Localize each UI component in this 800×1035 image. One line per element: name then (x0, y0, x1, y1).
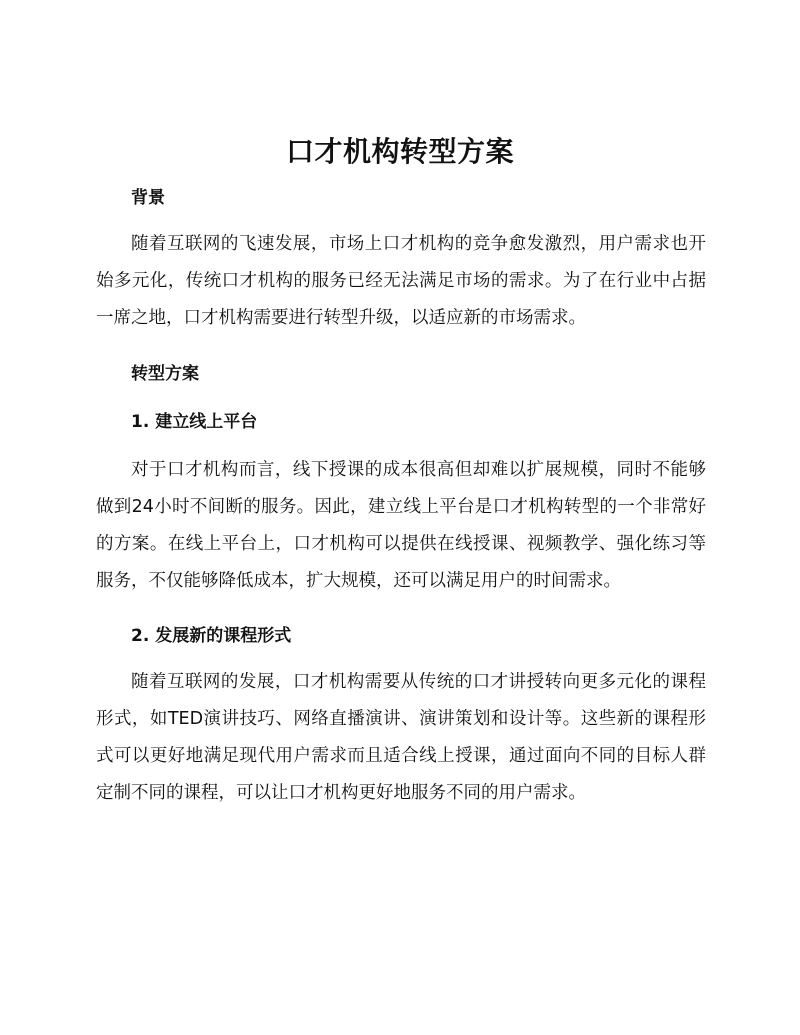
document-title: 口才机构转型方案 (285, 135, 514, 168)
paragraph-new-course-formats: 随着互联网的发展，口才机构需要从传统的口才讲授转向更多元化的课程形式，如TED演讲技巧、网络直播演讲、演讲策划和设计等。这些新的课程形式可以更好地满足现代用户需求而且适合线上授课，通过面向不同的目标人群定制不同的课程，可以让口才机构更好地服务不同的用户需求。 (96, 672, 706, 803)
paragraph-background: 随着互联网的飞速发展，市场上口才机构的竞争愈发激烈，用户需求也开始多元化，传统口才机构的服务已经无法满足市场的需求。为了在行业中占据一席之地，口才机构需要进行转型升级，以适应新的市场需求。 (96, 234, 706, 328)
section-heading-online-platform: 1. 建立线上平台 (131, 412, 258, 432)
paragraph-online-platform: 对于口才机构而言，线下授课的成本很高但却难以扩展规模，同时不能够做到24小时不间断的服务。因此，建立线上平台是口才机构转型的一个非常好的方案。在线上平台上，口才机构可以提供在线授课、视频教学、强化练习等服务，不仅能够降低成本，扩大规模，还可以满足用户的时间需求。 (96, 460, 706, 591)
section-heading-background: 背景 (131, 188, 165, 208)
section-heading-transformation-plan: 转型方案 (131, 364, 199, 384)
section-heading-new-course-formats: 2. 发展新的课程形式 (131, 626, 292, 646)
